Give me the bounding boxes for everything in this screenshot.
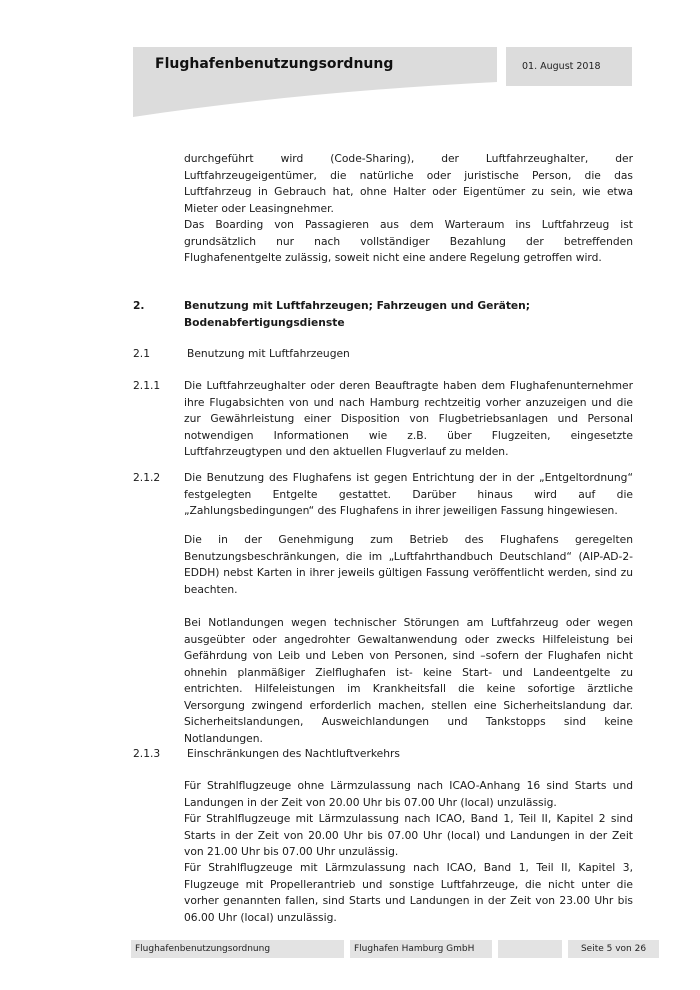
paragraph-boarding: Das Boarding von Passagieren aus dem Warteraum ins Luftfahrzeug ist grundsätzlich nur nach vollständiger Bezahlung der betreffenden Flughafenentgelte zulässig, soweit nicht eine andere Regelung getroffen wird. xyxy=(184,218,633,264)
page-footer xyxy=(0,940,700,960)
section-2-1-title: Benutzung mit Luftfahrzeugen xyxy=(187,347,350,360)
footer-page-number: Seite 5 von 26 xyxy=(568,940,659,958)
section-2-1-1-text: Die Luftfahrzeughalter oder deren Beauftragte haben dem Flughafenunternehmer ihre Flugabsichten von und nach Hamburg rechtzeitig vorher anzuzeigen und die zur Gewährleistung einer Disposition von Flugbetriebsanlagen und Personal notwendigen Informationen wie z.B. über Flugzeiten, eingesetzte Luftfahrzeugtypen und den aktuellen Flugverlauf zu melden. xyxy=(184,379,633,458)
section-2-number: 2. xyxy=(133,299,145,312)
section-2-1-2-paragraph-3: Bei Notlandungen wegen technischer Störungen am Luftfahrzeug oder wegen ausgeübter oder angedrohter Gewaltanwendung oder zwecks Hilfeleistung bei Gefährdung von Leib und Leben von Personen, sind –sofern der Flughafen nicht ohnehin planmäßiger Zielflughafen ist- keine Start- und Landeentgelte zu entrichten. Hilfeleistungen im Krankheitsfall die keine sofortige ärztliche Versorgung zwingend erforderlich machen, stellen eine Sicherheitslandung dar. Sicherheitslandungen, Ausweichlandungen und Tankstopps sind keine Notlandungen. xyxy=(184,616,633,745)
header-title: Flughafenbenutzungsordnung xyxy=(155,56,394,72)
section-2-1-3-title: Einschränkungen des Nachtluftverkehrs xyxy=(187,747,400,760)
footer-doc-name: Flughafenbenutzungsordnung xyxy=(131,940,344,958)
section-2-1-2-paragraph-2: Die in der Genehmigung zum Betrieb des Flughafens geregelten Benutzungsbeschränkungen, die im „Luftfahrthandbuch Deutschland“ (AIP-AD-2-EDDH) nebst Karten in ihrer jeweils gültigen Fassung veröffentlicht werden, sind zu beachten. xyxy=(184,533,633,596)
section-2-1-3-paragraph-1: Für Strahlflugzeuge ohne Lärmzulassung nach ICAO-Anhang 16 sind Starts und Landungen in der Zeit von 20.00 Uhr bis 07.00 Uhr (local) unzulässig. xyxy=(184,779,633,809)
section-2-1-2-number: 2.1.2 xyxy=(133,471,161,484)
section-2-title: Benutzung mit Luftfahrzeugen; Fahrzeugen und Geräten; Bodenabfertigungsdienste xyxy=(184,299,531,329)
header-date: 01. August 2018 xyxy=(522,61,601,72)
section-2-1-3-paragraph-2: Für Strahlflugzeuge mit Lärmzulassung nach ICAO, Band 1, Teil II, Kapitel 2 sind Starts in der Zeit von 20.00 Uhr bis 07.00 Uhr (local) und Landungen in der Zeit von 21.00 Uhr bis 07.00 Uhr unzulässig. xyxy=(184,812,633,858)
section-2-1-1-number: 2.1.1 xyxy=(133,379,161,392)
section-2-1-3-paragraph-3: Für Strahlflugzeuge mit Lärmzulassung nach ICAO, Band 1, Teil II, Kapitel 3, Flugzeuge mit Propellerantrieb und sonstige Luftfahrzeuge, die nicht unter die vorher genannten fallen, sind Starts und Landungen in der Zeit von 23.00 Uhr bis 06.00 Uhr (local) unzulässig. xyxy=(184,861,633,924)
footer-company: Flughafen Hamburg GmbH xyxy=(350,940,492,958)
section-2-1-number: 2.1 xyxy=(133,347,150,360)
paragraph-code-sharing: durchgeführt wird (Code-Sharing), der Luftfahrzeughalter, der Luftfahrzeugeigentümer, die natürliche oder juristische Person, die das Luftfahrzeug in Gebrauch hat, ohne Halter oder Eigentümer zu sein, wie etwa Mieter oder Leasingnehmer. xyxy=(184,152,633,215)
section-2-1-3-number: 2.1.3 xyxy=(133,747,161,760)
section-2-1-2-paragraph-1: Die Benutzung des Flughafens ist gegen Entrichtung der in der „Entgeltordnung“ festgelegten Entgelte gestattet. Darüber hinaus wird auf die „Zahlungsbedingungen“ des Flughafens in ihrer jeweiligen Fassung hingewiesen. xyxy=(184,471,633,517)
footer-spacer xyxy=(498,940,562,958)
